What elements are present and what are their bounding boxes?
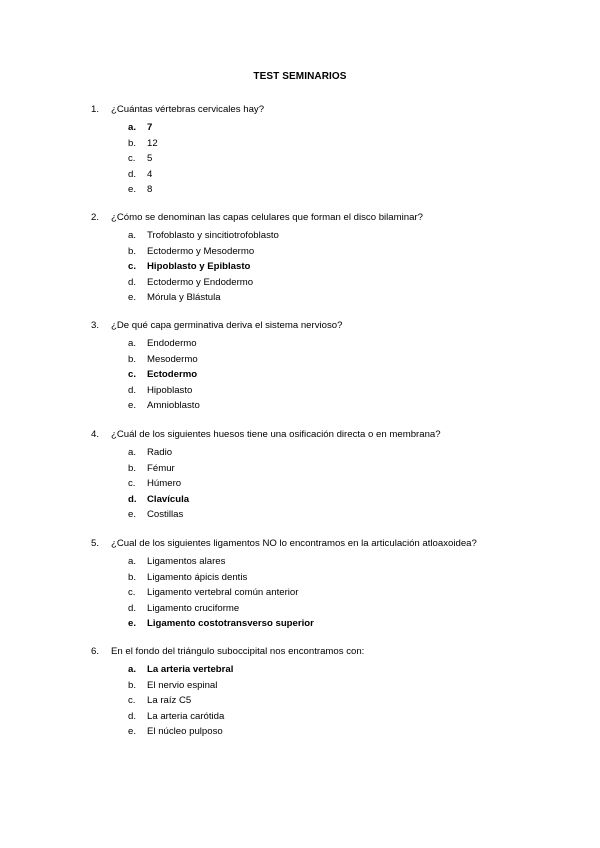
option-correct xyxy=(0,494,600,510)
option-item xyxy=(0,556,600,572)
question-stem xyxy=(0,538,600,554)
option-letter: d. xyxy=(128,168,137,180)
option-letter: b. xyxy=(128,245,137,257)
question-stem xyxy=(0,104,600,120)
option-letter: b. xyxy=(128,137,137,149)
option-text: Endodermo xyxy=(147,338,197,349)
question-5 xyxy=(0,538,600,634)
option-list xyxy=(0,556,600,634)
option-correct xyxy=(0,618,600,634)
option-item xyxy=(0,138,600,154)
question-text: En el fondo del triángulo suboccipital nos encontramos con: xyxy=(111,646,365,657)
option-letter: e. xyxy=(128,400,137,412)
option-item xyxy=(0,385,600,401)
option-letter: c. xyxy=(128,369,137,381)
option-item xyxy=(0,587,600,603)
option-item xyxy=(0,680,600,696)
option-text: Fémur xyxy=(147,462,175,474)
option-correct xyxy=(0,122,600,138)
option-item xyxy=(0,695,600,711)
option-item xyxy=(0,246,600,262)
option-letter: d. xyxy=(128,276,137,288)
option-item xyxy=(0,230,600,246)
option-letter: a. xyxy=(128,664,137,675)
question-number: 3. xyxy=(91,320,100,331)
option-letter: e. xyxy=(128,184,137,196)
option-text: 5 xyxy=(147,153,153,165)
option-text: Ligamento costotransverso superior xyxy=(147,618,314,630)
option-text: Ligamento cruciforme xyxy=(147,602,240,614)
option-item xyxy=(0,572,600,588)
option-item xyxy=(0,292,600,308)
option-text: Ligamentos alares xyxy=(147,556,226,567)
question-number: 1. xyxy=(91,104,100,115)
option-item xyxy=(0,726,600,742)
option-text: Costillas xyxy=(147,509,184,521)
option-letter: b. xyxy=(128,462,137,474)
question-text: ¿Cuántas vértebras cervicales hay? xyxy=(111,104,265,115)
question-text: ¿De qué capa germinativa deriva el sistema nervioso? xyxy=(111,320,343,331)
question-6 xyxy=(0,646,600,742)
question-stem xyxy=(0,646,600,662)
option-item xyxy=(0,509,600,525)
option-text: El núcleo pulposo xyxy=(147,726,223,738)
option-letter: a. xyxy=(128,447,137,458)
option-letter: c. xyxy=(128,695,136,707)
question-text: ¿Cual de los siguientes ligamentos NO lo encontramos en la articulación atloaxoidea? xyxy=(111,538,477,549)
option-text: Húmero xyxy=(147,478,182,490)
option-item xyxy=(0,153,600,169)
option-letter: b. xyxy=(128,353,137,365)
option-text: 7 xyxy=(147,122,153,133)
option-text: Mórula y Blástula xyxy=(147,292,221,304)
option-text: Ectodermo y Endodermo xyxy=(147,276,254,288)
option-text: Hipoblasto xyxy=(147,384,193,396)
option-letter: e. xyxy=(128,618,137,630)
option-list xyxy=(0,664,600,742)
option-letter: e. xyxy=(128,292,137,304)
option-text: 8 xyxy=(147,184,153,196)
option-item xyxy=(0,463,600,479)
option-correct xyxy=(0,261,600,277)
question-stem xyxy=(0,212,600,228)
option-letter: a. xyxy=(128,122,137,133)
page-title: TEST SEMINARIOS xyxy=(253,71,347,82)
option-text: El nervio espinal xyxy=(147,679,218,691)
option-list xyxy=(0,122,600,200)
option-correct xyxy=(0,369,600,385)
option-item xyxy=(0,400,600,416)
option-text: Trofoblasto y sincitiotrofoblasto xyxy=(147,230,279,241)
option-item xyxy=(0,169,600,185)
option-item xyxy=(0,354,600,370)
question-1 xyxy=(0,104,600,200)
option-text: La arteria vertebral xyxy=(147,664,234,675)
option-item xyxy=(0,277,600,293)
option-text: Hipoblasto y Epiblasto xyxy=(147,261,251,273)
option-item xyxy=(0,338,600,354)
option-list xyxy=(0,447,600,525)
option-letter: d. xyxy=(128,493,137,505)
question-stem xyxy=(0,320,600,336)
question-number: 6. xyxy=(91,646,100,657)
option-letter: d. xyxy=(128,602,137,614)
question-number: 5. xyxy=(91,538,100,549)
question-4 xyxy=(0,429,600,525)
option-text: Ectodermo y Mesodermo xyxy=(147,245,255,257)
question-number: 2. xyxy=(91,212,100,223)
option-letter: d. xyxy=(128,384,137,396)
option-list xyxy=(0,338,600,416)
option-letter: b. xyxy=(128,571,137,583)
option-text: Ligamento ápicis dentis xyxy=(147,571,248,583)
option-text: La arteria carótida xyxy=(147,710,225,722)
option-item xyxy=(0,603,600,619)
option-text: La raíz C5 xyxy=(147,695,192,707)
option-correct xyxy=(0,664,600,680)
option-text: Ectodermo xyxy=(147,369,198,381)
option-letter: a. xyxy=(128,230,137,241)
option-text: Amnioblasto xyxy=(147,400,200,412)
question-3 xyxy=(0,320,600,416)
option-item xyxy=(0,711,600,727)
option-item xyxy=(0,184,600,200)
option-text: Ligamento vertebral común anterior xyxy=(147,587,299,599)
option-letter: a. xyxy=(128,338,137,349)
option-letter: a. xyxy=(128,556,137,567)
option-text: Radio xyxy=(147,447,173,458)
question-number: 4. xyxy=(91,429,100,440)
option-letter: c. xyxy=(128,587,136,599)
option-text: 4 xyxy=(147,168,153,180)
option-letter: c. xyxy=(128,261,137,273)
option-letter: e. xyxy=(128,509,137,521)
option-text: Clavícula xyxy=(147,493,190,505)
option-letter: c. xyxy=(128,153,136,165)
option-letter: b. xyxy=(128,679,137,691)
option-letter: c. xyxy=(128,478,136,490)
option-list xyxy=(0,230,600,308)
option-item xyxy=(0,478,600,494)
option-letter: d. xyxy=(128,710,137,722)
option-text: 12 xyxy=(147,137,158,149)
option-text: Mesodermo xyxy=(147,353,198,365)
question-stem xyxy=(0,429,600,445)
question-2 xyxy=(0,212,600,308)
question-text: ¿Cuál de los siguientes huesos tiene una osificación directa o en membrana? xyxy=(111,429,441,440)
option-letter: e. xyxy=(128,726,137,738)
option-item xyxy=(0,447,600,463)
question-text: ¿Cómo se denominan las capas celulares que forman el disco bilaminar? xyxy=(111,212,423,223)
